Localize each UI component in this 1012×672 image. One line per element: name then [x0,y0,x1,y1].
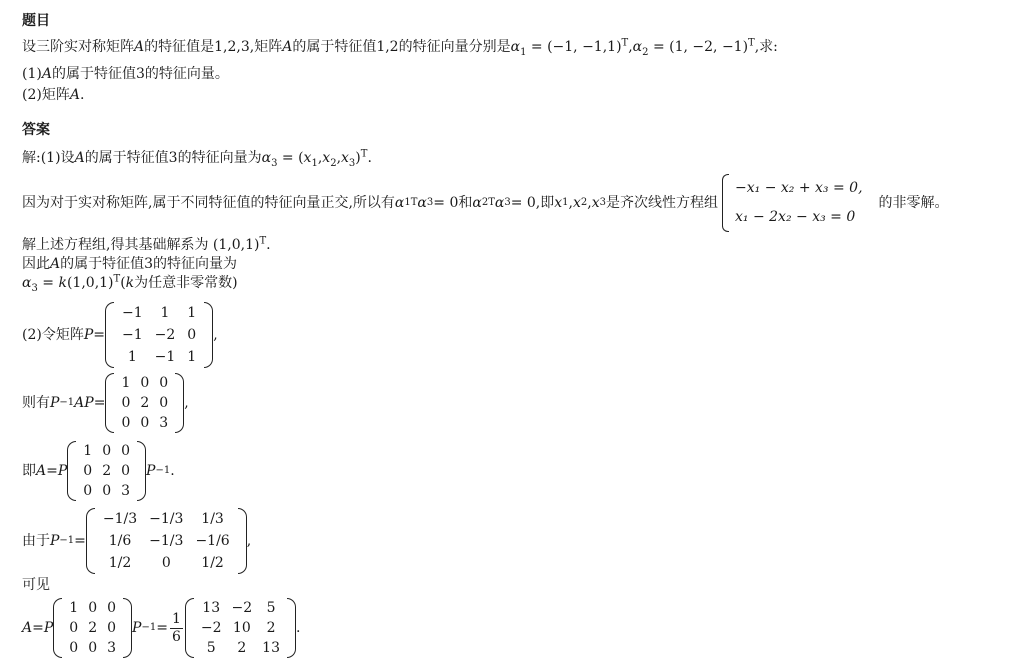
matrix-symbol: A [50,256,61,272]
vector-value: = (−1, −1,1) [526,39,622,55]
matrix-cell: 3 [107,640,117,656]
right-paren [238,508,247,574]
left-brace [722,174,729,232]
matrix-P [105,302,213,368]
matrix-cell: 1 [69,600,79,616]
matrix-row [78,461,135,481]
left-paren [105,373,114,433]
answer-text: 因为对于实对称矩阵,属于不同特征值的特征向量正交,所以有 [22,194,395,211]
transpose-mark: T [748,37,755,49]
matrix-cell: 0 [102,443,112,459]
matrix-cell: 0 [159,375,169,391]
matrix-cell: 0 [121,395,131,411]
answer-text: 解上述方程组,得其基础解系为 (1,0,1) [22,237,260,253]
matrix-cell: 0 [69,620,79,636]
answer-text: 则有 [22,394,50,411]
matrix-cell: −1/3 [149,511,184,527]
answer-text: ) [355,150,361,166]
vector-value: = (1, −2, −1) [648,39,749,55]
answer-text: 即 [22,462,36,479]
variable: x [303,150,312,166]
transpose-mark: T [360,148,368,160]
matrix-row [116,346,202,368]
matrix-row [196,618,285,638]
matrix-cell: 0 [121,443,131,459]
matrix-row [116,393,173,413]
matrix-A-result [185,598,296,658]
answer-step-6: (2)令矩阵 P = −1 1 1 −1 −2 0 1 −1 1 , [22,300,218,370]
subscript: 3 [31,282,38,294]
matrix-A-table [196,598,285,658]
equation-row: −x₁ − x₂ + x₃ = 0, [735,180,863,196]
answer-step-1: 解:(1)设A的属于特征值3的特征向量为$\alpha_3 = (x_1,x_2,x_3)^T$. [22,148,372,169]
answer-step-3: 解上述方程组,得其基础解系为 $(1,0,1)^T$. [22,235,271,253]
fraction-numerator: 1 [171,610,181,627]
matrix-cell: 0 [161,555,171,571]
transpose-mark: T [113,273,121,285]
matrix-cell: 2 [102,463,112,479]
answer-step-5: $\alpha_3 = k(1,0,1)^T(k$为任意非零常数) [22,273,238,294]
matrix-cell: 1 [127,349,137,365]
matrix-row [196,638,285,658]
matrix-D3-table [64,598,121,658]
matrix-cell: 1/3 [201,511,224,527]
answer-text: (2)令矩阵 [22,326,84,343]
transpose-mark: T [259,235,267,247]
matrix-cell: 1 [83,443,93,459]
matrix-symbol: P [50,394,60,411]
matrix-cell: 0 [187,327,197,343]
question-text: 的特征值是1,2,3,矩阵 [144,39,283,55]
left-paren [67,441,76,501]
equals: = ( [277,150,304,166]
answer-step-10-label: 可见 [22,577,50,593]
right-paren [175,373,184,433]
matrix-cell: −1 [122,327,143,343]
matrix-cell: 0 [140,375,150,391]
matrix-cell: 1/2 [201,555,224,571]
matrix-cell: 5 [266,600,276,616]
matrix-cell: −1 [154,349,176,365]
fraction-denominator: 6 [171,628,181,645]
matrix-symbol: P [57,462,68,479]
matrix-cell: −1/3 [102,511,138,527]
matrix-row [64,618,121,638]
matrix-cell: 0 [159,395,169,411]
matrix-cell: 0 [88,640,98,656]
matrix-cell: 1/6 [108,533,132,549]
alpha-symbol: α [472,194,482,211]
question-line-3 [22,87,84,104]
matrix-cell: 0 [69,640,79,656]
matrix-cell: −2 [200,620,222,636]
question-line-1: 设三阶实对称矩阵A的特征值是1,2,3,矩阵A的属于特征值1,2的特征向量分别是$\alpha_1 = (-1$, $-1,1)^T,\alpha_2 = (1$, −2, −1)$^T$,求: [22,37,778,58]
answer-step-7: 则有 P −1 AP = 1 0 0 0 2 0 0 0 3 , [22,375,189,431]
matrix-cell: 1 [121,375,131,391]
matrix-cell: 3 [159,415,169,431]
matrix-cell: 0 [102,483,112,499]
matrix-cell: 13 [262,640,280,656]
matrix-D-table [116,373,173,433]
matrix-cell: 1 [187,349,197,365]
matrix-cell: 3 [121,483,131,499]
matrix-cell: 2 [88,620,98,636]
question-text: . [79,87,85,103]
matrix-Pinv-table [97,508,236,574]
matrix-symbol: A [134,39,145,55]
matrix-row [64,638,121,658]
matrix-symbol: A [74,150,85,166]
matrix-D2-table [78,441,135,501]
answer-text: 为任意非零常数) [134,275,238,291]
matrix-cell: 1/2 [108,555,132,571]
question-line-2 [22,66,229,83]
matrix-row [78,441,135,461]
question-text: (1) [22,66,42,82]
matrix-cell: 2 [140,395,150,411]
matrix-D [105,373,184,433]
left-paren [86,508,95,574]
question-text: ,求: [754,39,778,55]
alpha-symbol: α [632,39,643,55]
answer-step-2: 因为对于实对称矩阵,属于不同特征值的特征向量正交,所以有 α 1 T α 3 = 0和 α 2 T α 3 = 0,即 x 1 , x 2 , x 3 是齐次线性方程组 −x₁ − x₂ + x₃ = 0, x₁ − 2x₂ − x₃ = 0 的非零解。 [22,172,949,234]
matrix-cell: −1/3 [149,533,184,549]
matrix-cell: 0 [107,600,117,616]
answer-text: 的属于特征值3的特征向量为 [60,256,238,272]
matrix-P-inverse [86,508,247,574]
matrix-cell: 0 [83,463,93,479]
vector-value: (1,0,1) [66,275,114,291]
answer-text: 的非零解。 [878,194,949,211]
alpha-symbol: α [261,150,272,166]
matrix-cell: 10 [232,620,251,636]
matrix-row [78,481,135,501]
matrix-symbol: A [41,66,52,82]
answer-text: = 0和 [433,194,473,211]
matrix-cell: 0 [140,415,150,431]
matrix-cell: −1 [122,305,143,321]
matrix-cell: −1/6 [195,533,230,549]
matrix-row [196,598,285,618]
matrix-row [116,373,173,393]
matrix-cell: 0 [121,415,131,431]
matrix-cell: 2 [237,640,247,656]
matrix-cell: −2 [231,600,253,616]
matrix-symbol: A [282,39,293,55]
question-text: (2)矩阵 [22,87,70,103]
matrix-row [64,598,121,618]
matrix-D-3 [53,598,132,658]
variable: x [554,194,563,211]
left-paren [53,598,62,658]
variable: k [125,275,135,291]
question-text: 的属于特征值1,2的特征向量分别是 [292,39,511,55]
variable: k [58,275,67,291]
equals: = [37,275,59,291]
right-paren [123,598,132,658]
matrix-symbol: P [83,326,94,343]
answer-text: = 0,即 [510,194,555,211]
answer-step-8: 即 A = P 1 0 0 0 2 0 0 0 3 P −1 . [22,443,175,499]
answer-step-9: 由于 P −1 = −1/3 −1/3 1/3 1/6 −1/3 −1/6 1/2 0 1/2 , [22,506,251,576]
variable: x [341,150,349,166]
right-paren [287,598,296,658]
alpha-symbol: α [510,39,521,55]
answer-step-4 [22,256,237,273]
left-paren [185,598,194,658]
matrix-cell: 13 [202,600,221,616]
matrix-cell: 0 [107,620,117,636]
matrix-cell: 0 [121,463,131,479]
matrix-cell: 1 [160,305,170,321]
alpha-symbol: α [394,194,405,211]
transpose-mark: T [621,37,629,49]
matrix-row [116,413,173,433]
question-text: 的属于特征值3的特征向量。 [51,66,229,82]
left-paren [105,302,114,368]
subscript: 2 [642,46,649,58]
matrix-row [116,324,202,346]
matrix-cell: 2 [266,620,276,636]
matrix-cell: 0 [83,483,93,499]
equation-row: x₁ − 2x₂ − x₃ = 0 [735,209,856,225]
right-paren [204,302,213,368]
equation-system [722,174,873,232]
matrix-row [97,508,236,530]
right-paren [137,441,146,501]
answer-text: 由于 [22,532,50,549]
matrix-symbol: A [69,87,80,103]
answer-header: 答案 [22,122,50,138]
matrix-cell: 1 [187,305,197,321]
answer-text: 因此 [22,256,50,272]
matrix-symbol: A [36,462,47,479]
alpha-symbol: α [22,275,32,291]
answer-text: 是齐次线性方程组 [606,194,719,211]
matrix-cell: 0 [88,600,98,616]
matrix-row [116,302,202,324]
matrix-row [97,530,236,552]
answer-text: 解:(1)设 [22,150,75,166]
question-text: 设三阶实对称矩阵 [22,39,134,55]
answer-step-10: A = P 1 0 0 0 2 0 0 0 3 P −1 = $\frac{1}{6}$ 13 −2 5 −2 10 2 5 2 13 . [22,600,301,656]
matrix-D-2 [67,441,146,501]
variable: x [322,150,331,166]
matrix-cell: −2 [154,327,176,343]
matrix-cell: 5 [206,640,216,656]
matrix-P-table [116,302,202,368]
matrix-row [97,552,236,574]
subscript: 1 [520,46,527,58]
question-header: 题目 [22,13,50,29]
answer-text: 的属于特征值3的特征向量为 [84,150,262,166]
subscript: 3 [271,157,278,169]
matrix-symbol: AP [74,394,94,411]
fraction [170,611,183,646]
